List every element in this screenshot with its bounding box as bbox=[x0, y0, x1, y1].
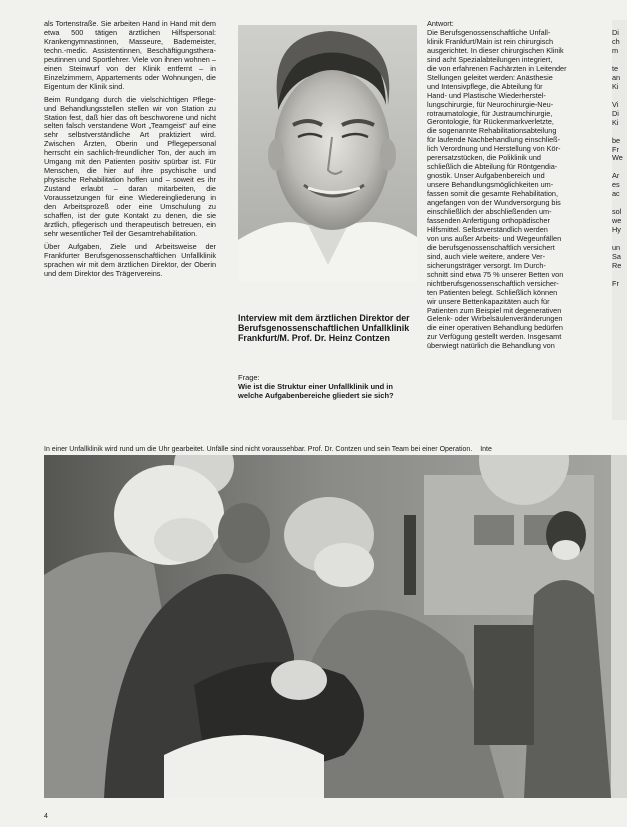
article-column-left bbox=[44, 20, 216, 283]
interview-question bbox=[238, 373, 418, 400]
edge-fragment: ac bbox=[612, 189, 620, 199]
answer-line: Gelenk- oder Wirbelsäulenveränderungen bbox=[427, 314, 563, 324]
answer-line: klinik Frankfurt/Main ist rein chirurgisch bbox=[427, 36, 554, 46]
edge-fragment: we bbox=[612, 216, 622, 226]
answer-line: lungschirurgie, für Neurochirurgie-Neu- bbox=[427, 99, 554, 109]
edge-fragment: Ar bbox=[612, 171, 620, 181]
adjacent-page-edge bbox=[612, 20, 627, 420]
answer-line: Hilfsmittel. Selbstverständlich werden bbox=[427, 224, 548, 234]
page-number: 4 bbox=[44, 813, 48, 820]
answer-line: die berufsgenossenschaftlich versichert bbox=[427, 242, 555, 252]
portrait-image bbox=[238, 25, 417, 282]
answer-line: Hand- und Plastische Wiederherstel- bbox=[427, 90, 546, 100]
caption-edge-fragment: Inte bbox=[480, 446, 492, 453]
edge-fragment: We bbox=[612, 153, 623, 163]
answer-line: überwiegt natürlich die Behandlung von bbox=[427, 341, 555, 351]
edge-fragment: es bbox=[612, 180, 620, 190]
answer-line: perersatzstücken, die Poliklinik und bbox=[427, 153, 541, 163]
answer-line: die von erfahrenen Fachärzten in Leitender bbox=[427, 63, 567, 73]
answer-line: ten Patienten belegt. Schließlich können bbox=[427, 287, 558, 297]
answer-line: zur Verfügung gestellt werden. Insgesamt bbox=[427, 332, 562, 342]
answer-line: und Intensivpflege, die Abteilung für bbox=[427, 81, 543, 91]
answer-line: sicherungsträger versorgt. Im Durch- bbox=[427, 260, 546, 270]
paragraph: Über Aufgaben, Ziele und Arbeitsweise der Frankfurter Berufsgenossenschaftlichen Unfallklinik sprachen wir mit dem ärztlichen Direktor, der Oberin und dem Direktor des Trägervereins. bbox=[44, 241, 216, 278]
edge-fragment: an bbox=[612, 72, 621, 82]
interview-headline: Interview mit dem ärztlichen Direktor der Berufsgenossenschaftlichen Unfallklinik Frankfurt/M. Prof. Dr. Heinz Contzen bbox=[238, 313, 410, 343]
paragraph: Beim Rundgang durch die vielschichtigen Pflege- und Behandlungsstellen stellen wir von Station zu Station fest, daß hier das oft beschworene und nicht selten falsch verstandene Wort „Teamgeist“ auf eine sehr selbstverständliche Art praktiziert wird. Zwischen Ärzten, Oberin und Pflegepersonal herrscht ein sachlich-freundlicher Ton, der auch im Umgang mit den Patienten positiv spürbar ist. Für Menschen, die hier auf ihre psychische und physische Rehabilitation hoffen und – soweit es ihr Zustand erlaubt – daran mitarbeiten, die Voraussetzungen für eine Wiedereingliederung in den Arbeitsprozeß oder eine Umschulung zu schaffen, ist der gute Kontakt zu denen, die sie ärztlich, pflegerisch und therapeutisch betreuen, ein sehr wesentlicher Teil der Gesamtrehabilitation. bbox=[44, 94, 216, 238]
caption-text: In einer Unfallklinik wird rund um die Uhr gearbeitet. Unfälle sind nicht voraussehbar. Prof. Dr. Contzen und sein Team bei einer Operation. bbox=[44, 446, 473, 453]
answer-label: Antwort: bbox=[427, 20, 454, 28]
answer-line: Die Berufsgenossenschaftliche Unfall- bbox=[427, 27, 551, 37]
answer-line: Gerontologie, für Rückenmarkverletzte, bbox=[427, 117, 554, 127]
edge-fragment: Di bbox=[612, 108, 619, 118]
edge-fragment: Hy bbox=[612, 225, 621, 235]
surgery-image bbox=[44, 455, 611, 798]
article-column-right bbox=[427, 20, 611, 420]
edge-fragment: sol bbox=[612, 207, 622, 217]
edge-fragment: be bbox=[612, 135, 621, 145]
answer-line: ausgerichtet. In dieser chirurgischen Klinik bbox=[427, 45, 564, 55]
answer-line: lich Verordnung und Herstellung von Kör- bbox=[427, 144, 561, 154]
answer-line: von uns außer Arbeits- und Wegeunfällen bbox=[427, 233, 562, 243]
answer-line: die einer operativen Behandlung bedürfen bbox=[427, 323, 563, 333]
paragraph: als Tortenstraße. Sie arbeiten Hand in Hand mit dem etwa 500 tätigen ärztlichen Hilfspersonal: Krankengymnastinnen, Masseure, Bademeister, techn.-medic. Assistentinnen, Beschäftigungsthera-peutinnen und Sportlehrer. Viele von ihnen wohnen – einen Steinwurf von der Klinik entfernt – in Einzelzimmern, Appartements oder Wohnungen, die Eigentum der Klinik sind. bbox=[44, 19, 216, 91]
answer-line: die sogenannte Rehabilitationsabteilung bbox=[427, 126, 557, 136]
answer-line: sind, auch viele weitere, andere Ver- bbox=[427, 251, 546, 261]
portrait-photo bbox=[238, 25, 417, 282]
question-text: Wie ist die Struktur einer Unfallklinik und in welche Aufgabenbereiche gliedert sie sich? bbox=[238, 382, 394, 400]
edge-fragment: m bbox=[612, 45, 619, 55]
edge-fragment: ch bbox=[612, 36, 620, 46]
question-label: Frage: bbox=[238, 373, 260, 382]
edge-fragment: Ki bbox=[612, 117, 619, 127]
edge-fragment: Vi bbox=[612, 99, 619, 109]
edge-fragment: Ki bbox=[612, 81, 619, 91]
answer-line: gnostik. Unser Aufgabenbereich und bbox=[427, 171, 545, 181]
answer-line: rotraumatologie, für Justraumchirurgie, bbox=[427, 108, 553, 118]
edge-fragment: te bbox=[612, 63, 619, 73]
answer-line: schnitt sind etwa 75 % unserer Betten von bbox=[427, 269, 564, 279]
answer-line: fassenden Anfertigung orthopädischer bbox=[427, 215, 550, 225]
edge-fragment: Fr bbox=[612, 279, 619, 289]
edge-fragment: Fr bbox=[612, 144, 619, 154]
edge-fragment: Di bbox=[612, 28, 619, 37]
answer-line: sind acht Spezialabteilungen integriert, bbox=[427, 54, 553, 64]
answer-line: wir unsere Bettenkapazitäten auch für bbox=[427, 296, 550, 306]
answer-line: für laufende Nachbehandlung einschließ- bbox=[427, 135, 561, 145]
answer-line: unsere Behandlungsmöglichkeiten um- bbox=[427, 180, 554, 190]
adjacent-page-strip bbox=[611, 455, 627, 798]
answer-line: angefangen von der Wundversorgung bis bbox=[427, 198, 561, 208]
answer-line: fassen somit die gesamte Rehabilitation, bbox=[427, 189, 559, 199]
answer-line: schließlich die Abteilung für Röntgendia- bbox=[427, 162, 558, 172]
answer-line: nichtberufsgenossenschaftlich versicher- bbox=[427, 278, 559, 288]
surgery-photo bbox=[44, 455, 611, 798]
edge-fragment: Sa bbox=[612, 252, 621, 262]
answer-line: einschließlich der abschließenden um- bbox=[427, 207, 552, 217]
photo-caption bbox=[44, 445, 627, 454]
edge-fragment: un bbox=[612, 243, 621, 253]
answer-line: Stellungen geleitet werden: Anästhesie bbox=[427, 72, 553, 82]
answer-line: Patienten zum Beispiel mit degenerativen bbox=[427, 305, 562, 315]
edge-fragment: Re bbox=[612, 261, 622, 271]
